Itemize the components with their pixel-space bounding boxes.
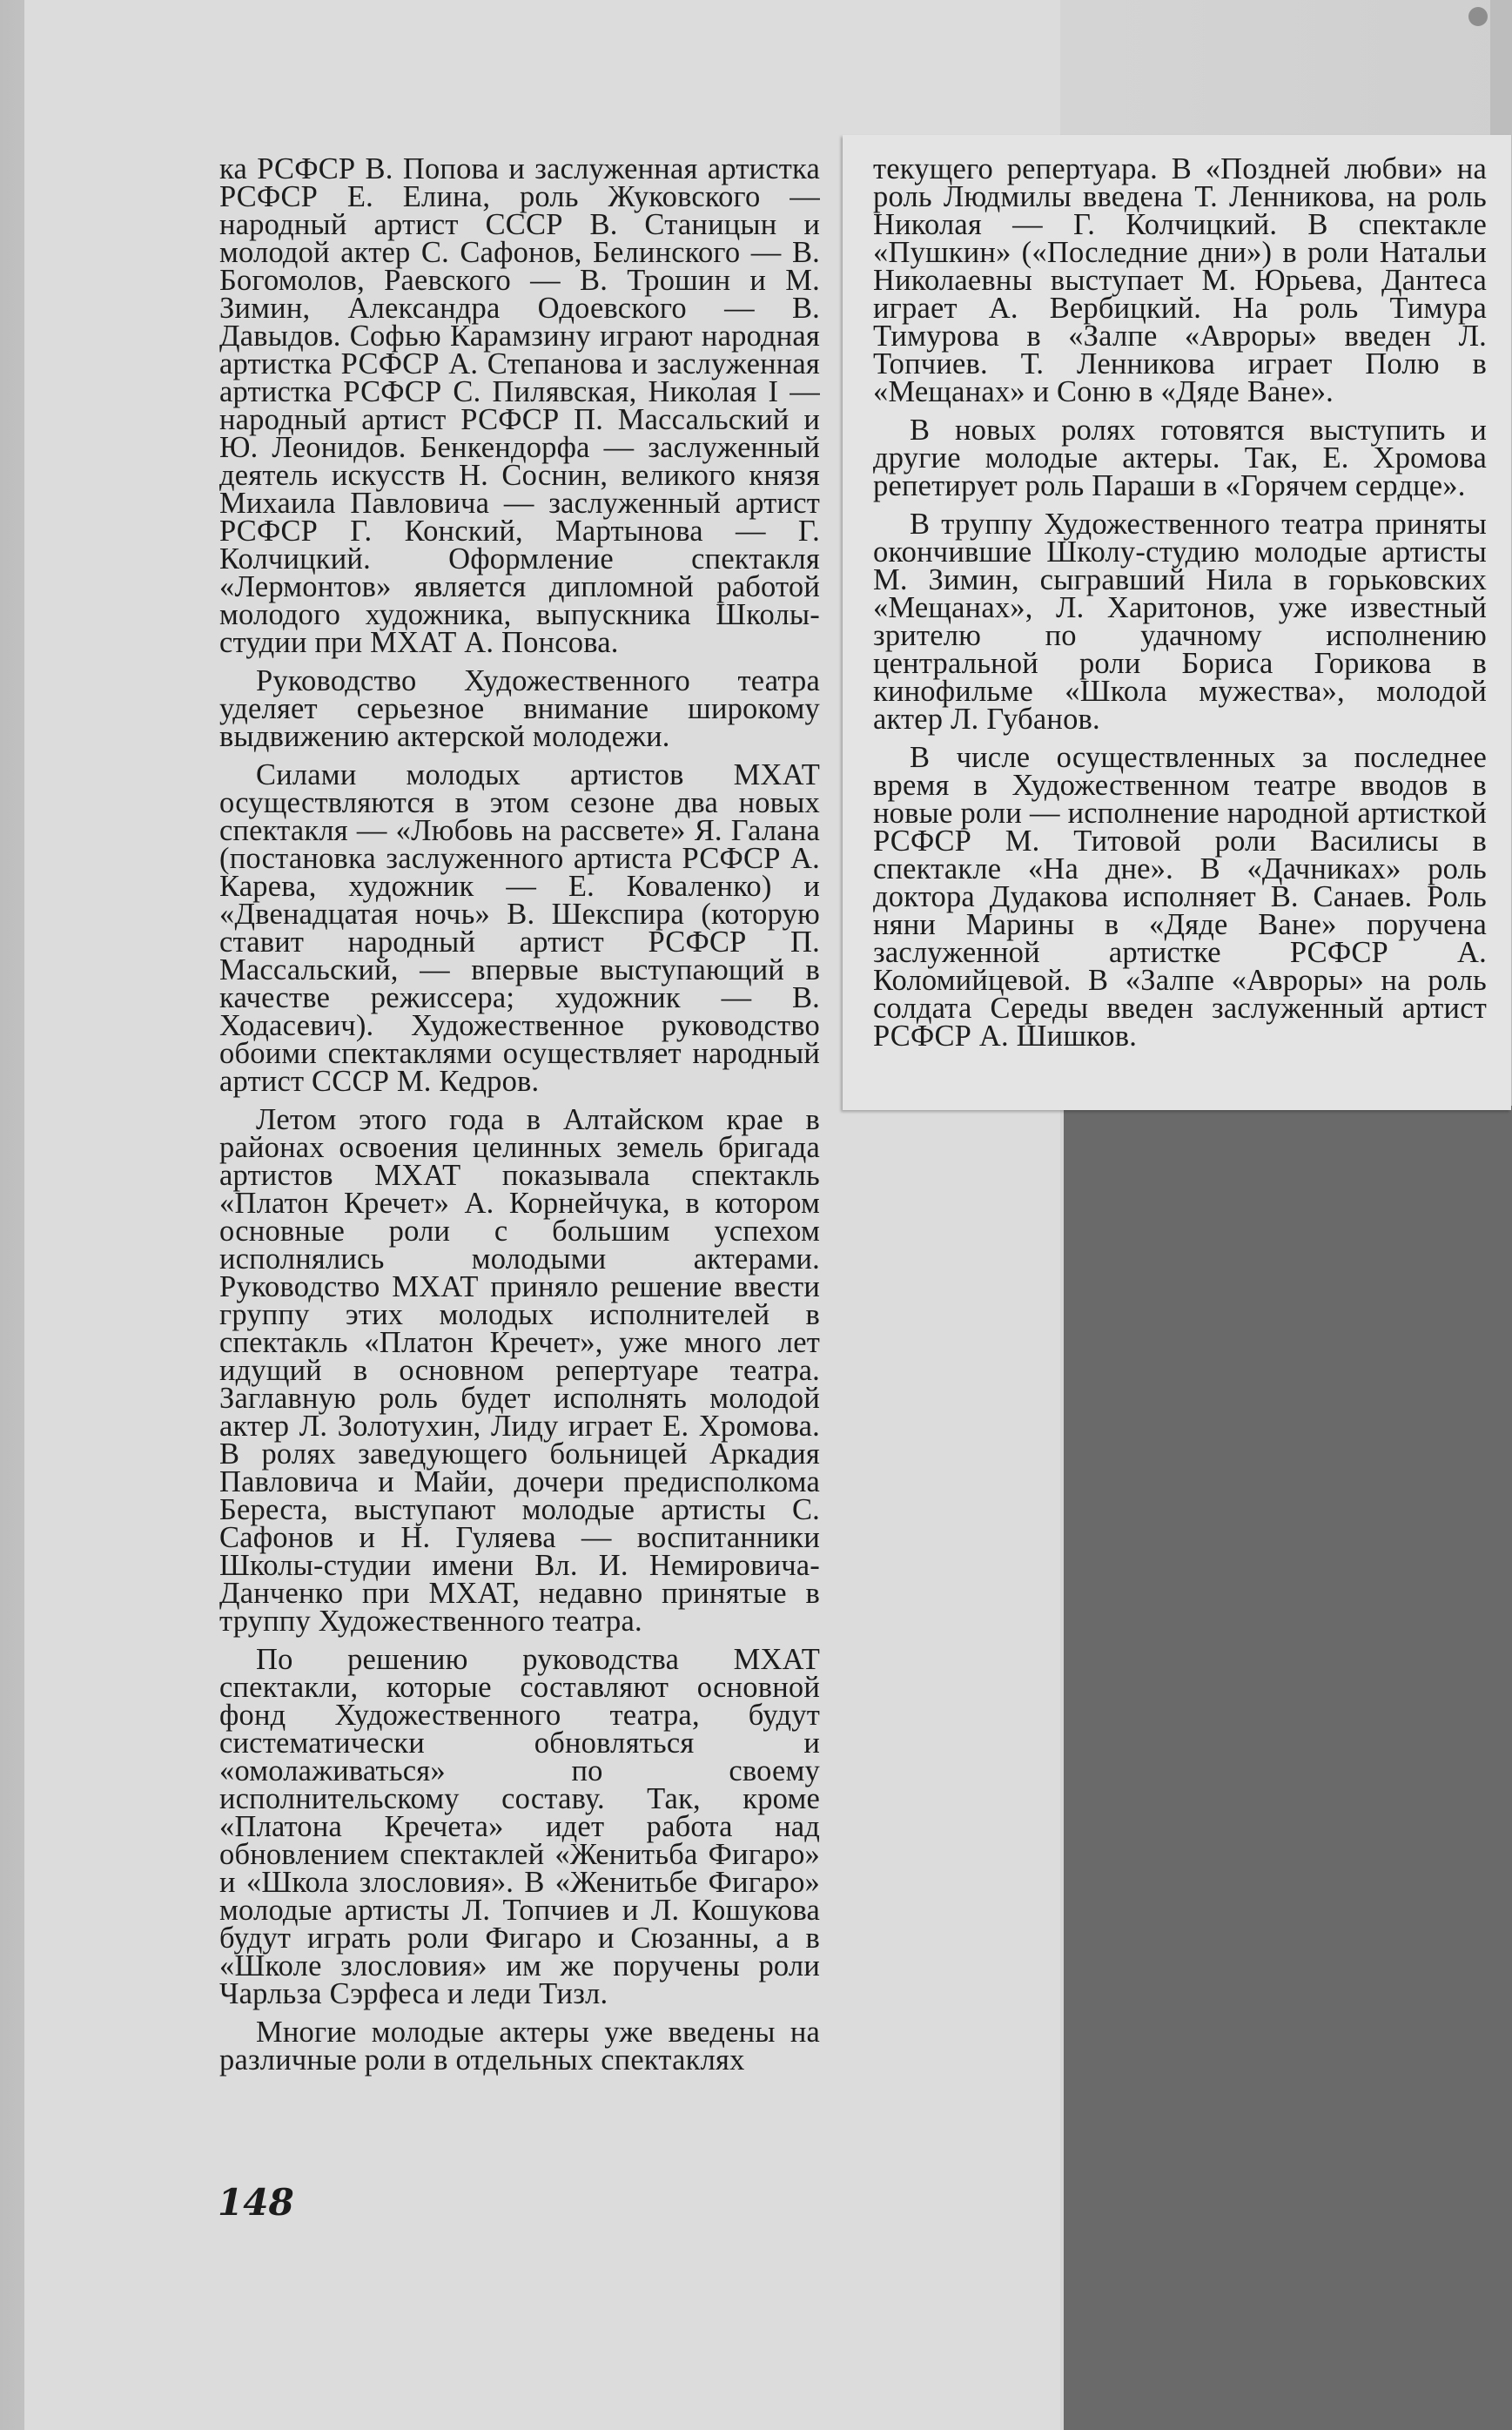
paragraph: В труппу Художественного театра приняты окончившие Школу-студию молодые артисты М. Зимин, сыгравший Нила в горьковских «Мещанах», Л. Харитонов, уже известный зрителю по удачному исполнению центральной роли Бориса Горикова в кинофильме «Школа мужества», молодой актер Л. Губанов. xyxy=(873,508,1487,736)
dark-backing-area xyxy=(1064,1106,1512,2430)
paragraph: По решению руководства МХАТ спектакли, которые составляют основной фонд Художественного театра, будут систематически обновляться и «омолаживаться» по своему исполнительскому составу. Так, кроме «Платона Кречета» идет работа над обновлением спектаклей «Женитьба Фигаро» и «Школа злословия». В «Женитьбе Фигаро» молодые артисты Л. Топчиев и Л. Кошукова будут играть роли Фигаро и Сюзанны, а в «Школе злословия» им же поручены роли Чарльза Сэрфеса и леди Тизл. xyxy=(219,1643,820,2010)
punch-hole-mark xyxy=(1468,7,1488,26)
paragraph: Руководство Художественного театра уделяет серьезное внимание широкому выдвижению актерской молодежи. xyxy=(219,664,820,753)
paragraph: Летом этого года в Алтайском крае в районах освоения целинных земель бригада артистов МХАТ показывала спектакль «Платон Кречет» А. Корнейчука, в котором основные роли с большим успехом исполнялись молодыми актерами. Руководство МХАТ приняло решение ввести группу этих молодых исполнителей в спектакль «Платон Кречет», уже много лет идущий в основном репертуаре театра. Заглавную роль будет исполнять молодой актер Л. Золотухин, Лиду играет Е. Хромова. В ролях заведующего больницей Аркадия Павловича и Майи, дочери предисполкома Береста, выступают молодые артисты С. Сафонов и Н. Гуляева — воспитанники Школы-студии имени Вл. И. Немировича-Данченко при МХАТ, недавно принятые в труппу Художественного театра. xyxy=(219,1103,820,1638)
paragraph: В новых ролях готовятся выступить и другие молодые актеры. Так, Е. Хромова репетирует роль Параши в «Горячем сердце». xyxy=(873,414,1487,502)
paragraph: текущего репертуара. В «Поздней любви» на роль Людмилы введена Т. Ленникова, на роль Николая — Г. Колчицкий. В спектакле «Пушкин» («Последние дни») в роли Натальи Николаевны выступает М. Юрьева, Дантеса играет А. Вербицкий. На роль Тимура Тимурова в «Залпе «Авроры» введен Л. Топчиев. Т. Ленникова играет Полю в «Мещанах» и Соню в «Дяде Ване». xyxy=(873,152,1487,408)
paragraph: Силами молодых артистов МХАТ осуществляются в этом сезоне два новых спектакля — «Любовь на рассвете» Я. Галана (постановка заслуженного артиста РСФСР А. Карева, художник — Е. Коваленко) и «Двенадцатая ночь» В. Шекспира (которую ставит народный артист РСФСР П. Массальский, — впервые выступающий в качестве режиссера; художник — В. Ходасевич). Художественное руководство обоими спектаклями осуществляет народный артист СССР М. Кедров. xyxy=(219,758,820,1098)
paragraph: ка РСФСР В. Попова и заслуженная артистка РСФСР Е. Елина, роль Жуковского — народный артист СССР В. Станицын и молодой актер С. Сафонов, Белинского — В. Богомолов, Раевского — В. Трошин и М. Зимин, Александра Одоевского — В. Давыдов. Софью Карамзину играют народная артистка РСФСР А. Степанова и заслуженная артистка РСФСР С. Пилявская, Николая I — народный артист РСФСР П. Массальский и Ю. Леонидов. Бенкендорфа — заслуженный деятель искусств Н. Соснин, великого князя Михаила Павловича — заслуженный артист РСФСР Г. Конский, Мартынова — Г. Колчицкий. Оформление спектакля «Лермонтов» является дипломной работой молодого художника, выпускника Школы-студии при МХАТ А. Понсова. xyxy=(219,152,820,659)
paragraph: В числе осуществленных за последнее время в Художественном театре вводов в новые роли — исполнение народной артисткой РСФСР М. Титовой роли Василисы в спектакле «На дне». В «Дачниках» роль доктора Дудакова исполняет В. Санаев. Роль няни Марины в «Дяде Ване» поручена заслуженной артистке РСФСР А. Коломийцевой. В «Залпе «Авроры» на роль солдата Середы введен заслуженный артист РСФСР А. Шишков. xyxy=(873,741,1487,1053)
paragraph: Многие молодые актеры уже введены на различные роли в отдельных спектаклях xyxy=(219,2016,820,2077)
page-number: 148 xyxy=(218,2181,294,2224)
right-text-column xyxy=(873,152,1487,1060)
left-text-column xyxy=(219,152,820,2084)
